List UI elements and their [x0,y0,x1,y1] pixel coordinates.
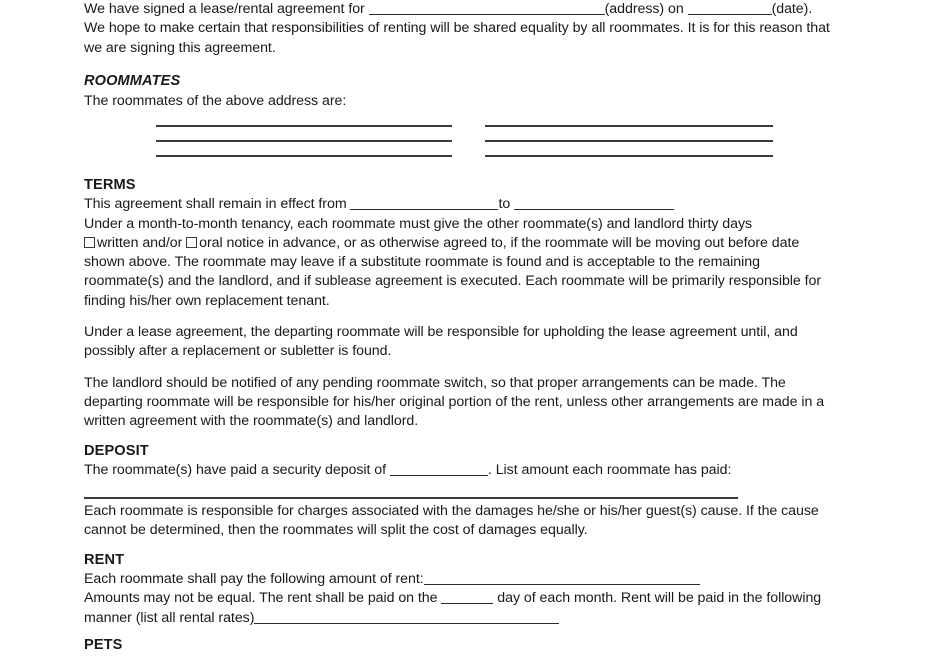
roommate-name-row [156,155,774,157]
roommate-name-blank[interactable] [485,140,773,142]
rent-schedule-text-before: Amounts may not be equal. The rent shall be paid on the [84,590,442,607]
date-blank[interactable] [688,3,772,15]
rent-schedule-paragraph [84,589,838,628]
oral-notice-checkbox[interactable] [186,237,197,248]
intro-paragraph-line2: We hope to make certain that responsibilities of renting will be shared equality by all roommates. It is for this reason that we are signing this agreement. [84,20,830,56]
terms-notice-paragraph [84,215,838,311]
roommate-name-blank[interactable] [156,125,452,127]
intro-text-after-address: (address) on [604,1,688,17]
roommate-name-grid [156,125,774,157]
deposit-text-after: . List amount each roommate has paid: [487,462,732,479]
rent-amount-blank[interactable] [424,573,700,585]
written-notice-label: written and/or [97,235,187,252]
section-heading-terms: TERMS [84,177,136,194]
section-heading-rent: RENT [84,551,125,568]
deposit-damages-paragraph: Each roommate is responsible for charges associated with the damages he/she or his/her guest(s) cause. If the cause cannot be determined, then the roommates will split the cost of damages equally. [84,502,819,539]
intro-text-before-address: We have signed a lease/rental agreement for [84,1,369,17]
section-heading-deposit: DEPOSIT [84,442,149,459]
roommates-intro-text: The roommates of the above address are: [84,92,347,109]
deposit-amount-line [84,461,838,480]
rent-schedule-text-middle: day of each month. Rent will be paid in the following manner (list all rental rates) [84,590,822,626]
address-blank[interactable] [369,3,605,15]
roommate-name-row [156,140,774,142]
written-notice-checkbox[interactable] [84,237,95,248]
oral-notice-label: oral notice in advance, or as otherwise agreed to, if the roommate will be moving out before date shown above. The roommate may leave if a substitute roommate is found and is acceptable to the remaining roommate(s) and the landlord, and if sublease agreement is executed. Each roommate will be primarily responsible for finding his/her own replacement tenant. [84,235,822,309]
roommate-name-blank[interactable] [156,155,452,157]
deposit-list-blank[interactable] [84,497,738,499]
rent-text-before: Each roommate shall pay the following amount of rent: [84,570,424,587]
deposit-amount-blank[interactable] [390,464,488,476]
term-end-blank[interactable] [514,198,674,210]
rent-day-blank[interactable] [441,592,493,604]
terms-lease-paragraph: Under a lease agreement, the departing roommate will be responsible for upholding the lease agreement until, and possibly after a replacement or subletter is found. [84,323,798,360]
section-heading-pets: PETS [84,637,123,654]
roommate-name-blank[interactable] [485,155,773,157]
terms-effect-text-middle: to [498,196,515,213]
terms-effect-line [84,195,838,214]
roommate-name-blank[interactable] [485,125,773,127]
terms-notice-first-line: Under a month-to-month tenancy, each roommate must give the other roommate(s) and landlord thirty days [84,215,753,232]
rent-manner-blank[interactable] [254,612,559,624]
terms-effect-text-before: This agreement shall remain in effect from [84,196,351,213]
rent-amount-line [84,570,838,589]
deposit-text-before: The roommate(s) have paid a security deposit of [84,462,390,479]
roommate-name-blank[interactable] [156,140,452,142]
term-start-blank[interactable] [350,198,498,210]
intro-paragraph-line1 [84,0,838,19]
section-heading-roommates: ROOMMATES [84,73,181,90]
terms-landlord-paragraph: The landlord should be notified of any pending roommate switch, so that proper arrangements can be made. The departing roommate will be responsible for his/her original portion of the rent, unless other arrangements are made in a written agreement with the roommate(s) and landlord. [84,374,825,430]
roommate-name-row [156,125,774,127]
intro-text-after-date: (date). [771,1,813,17]
